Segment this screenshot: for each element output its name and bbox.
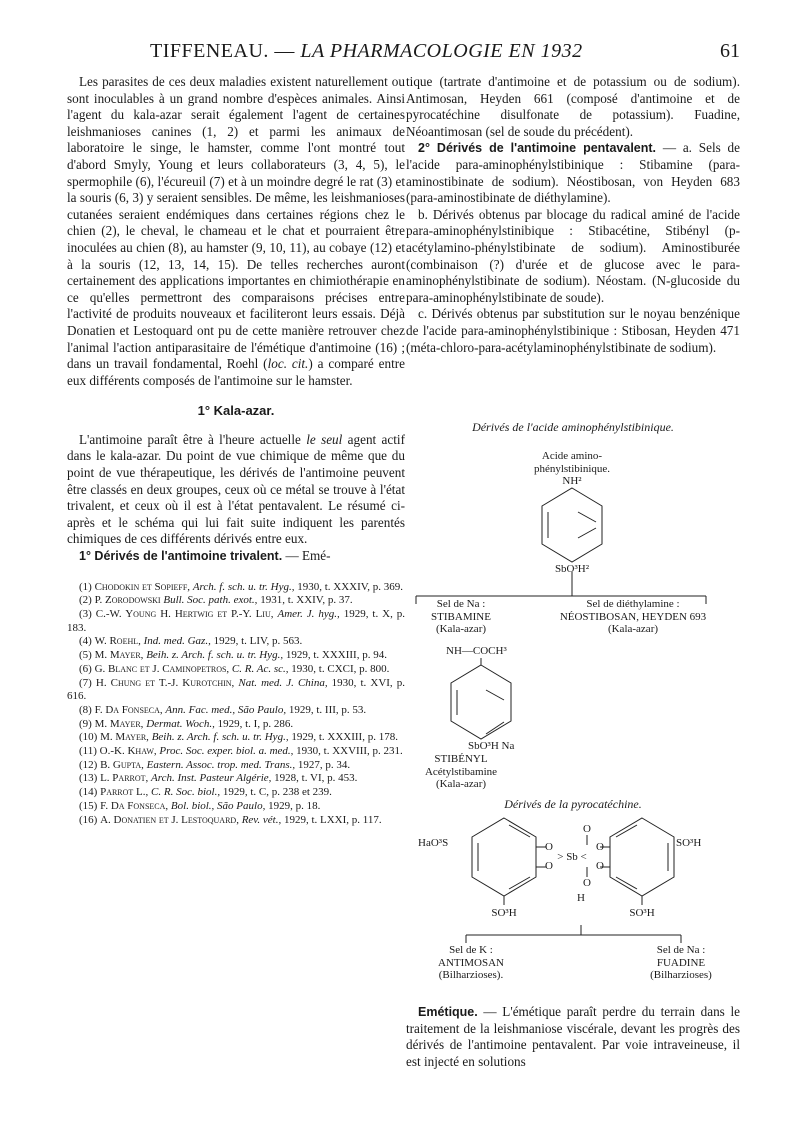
emetique-paragraph — [406, 1004, 740, 1070]
label-o: O — [583, 877, 591, 889]
label-sb: > Sb < — [557, 851, 587, 863]
paragraph: Les parasites de ces deux maladies existent naturellement ou sont inoculables à un grand nombre d'espèces animales. Ainsi l'agent du kala-azar serait également l'agent de certaines leishmanioses canines (1, 2) et parmi les animaux de laboratoire le singe, le hamster, comme l'ont montré tout d'abord Smyly, Young et leurs collaborateurs (3, 4, 5), le spermophile (6), l'écureuil (7) et à un moindre degré le rat (3) et la souris (6, 3) y seraient sensibles. De même, les leishmanioses cutanées seraient endémiques dans certaines régions chez le chien (2), le cheval, le chameau et le chat et pourraient être inoculées au chien (8), au hamster (9, 10, 11), au cobaye (12) et à la souris (12, 13, 14, 15). De telles recherches auront certainement des applications importantes en chimiothérapie en ce qu'elles permettront des comparaisons précises entre l'activité de produits nouveaux et faciliteront leurs essais. Déjà Donatien et Lestoquard ont pu de cette manière retrouver chez l'animal l'action antiparasitaire de l'émétique d'antimoine (16) ; dans un travail fondamental, Roehl (loc. cit.) a comparé entre eux différents composés de l'antimoine sur le hamster. — [67, 74, 406, 388]
paragraph: c. Dérivés obtenus par substitution sur le noyau benzénique de l'acide para-aminophénylstibinique : Stibosan, Heyden 471 (méta-chloro-para-acétylaminophénylstibinate de sodium). — [406, 306, 740, 355]
label-o: O — [583, 823, 591, 835]
label-sbo3hna: SbO³H Na — [468, 740, 515, 752]
footnote: (7) H. Chung et T.-J. Kurotchin, Nat. med. J. China, 1930, t. XVI, p. 616. — [67, 676, 406, 703]
footnote: (13) L. Parrot, Arch. Inst. Pasteur Algérie, 1928, t. VI, p. 453. — [79, 772, 358, 785]
footnote: (12) B. Gupta, Eastern. Assoc. trop. med. Trans., 1927, p. 34. — [79, 758, 351, 771]
footnote: (11) O.-K. Khaw, Proc. Soc. exper. biol. a. med., 1930, t. XXVIII, p. 231. — [79, 745, 403, 758]
label-stibenyl: STIBÉNYL Acétylstibamine (Kala-azar) — [424, 753, 498, 790]
footnote: (4) W. Roehl, Ind. med. Gaz., 1929, t. LIV, p. 563. — [79, 635, 303, 648]
label-h: H — [577, 892, 585, 904]
footnote: (15) F. Da Fonseca, Bol. biol., São Paulo, 1929, p. 18. — [79, 799, 321, 812]
label-o: O — [596, 841, 604, 853]
running-header — [150, 40, 740, 66]
page-number: 61 — [720, 40, 740, 62]
footnote: (1) Chodokin et Sopieff, Arch. f. sch. u. tr. Hyg., 1930, t. XXXIV, p. 369. — [79, 580, 404, 593]
diagram-caption: Dérivés de l'acide aminophénylstibinique. — [472, 420, 674, 434]
label-o: O — [545, 860, 553, 872]
paragraph: b. Dérivés obtenus par blocage du radical aminé de l'acide para-aminophénylstinibique : Stibacétine, Stibényl (p-acétylamino-phénylstibinate de sodium). Aminostiburée (combinaison (?) d'urée et de glucose avec le para-aminophénylstibinate de sodium). Néostam. (N-glucoside du para-aminophénylstibinate de soude). — [406, 206, 740, 305]
footnote: (14) Parrot L., C. R. Soc. biol., 1929, t. C, p. 238 et 239. — [79, 786, 332, 799]
footnotes — [67, 581, 405, 828]
label-nhcoch3: NH—COCH³ — [446, 645, 507, 657]
diagram-caption: Dérivés de la pyrocatéchine. — [504, 797, 642, 811]
footnote: (2) P. Zorodowski Bull. Soc. path. exot., 1931, t. XXIV, p. 37. — [79, 594, 353, 607]
label-so3h-bl: SO³H — [491, 907, 517, 919]
paragraph: Emétique. — L'émétique paraît perdre du terrain dans le traitement de la leishmaniose viscérale, devant les progrès des dérivés de l'antimoine pentavalent. Par voie intraveineuse, il est injecté en solutions — [406, 1004, 740, 1069]
left-column — [67, 74, 405, 827]
label-neostibosan: Sel de diéthylamine : NÉOSTIBOSAN, HEYDEN 693 (Kala-azar) — [559, 598, 707, 635]
label-so3h-right: SO³H — [676, 837, 702, 849]
footnote: (10) M. Mayer, Beih. z. Arch. f. sch. u. tr. Hyg., 1929, t. XXXIII, p. 178. — [79, 731, 398, 744]
label-o: O — [545, 841, 553, 853]
paragraph: tique (tartrate d'antimoine et de potassium ou de sodium). Antimosan, Heyden 661 (composé d'antimoine et de pyrocatéchine disulfonate de potassium). Fuadine, Néoantimosan (sel de soude du précédent). — [406, 74, 740, 139]
footnote: (8) F. Da Fonseca, Ann. Fac. med., São Paulo, 1929, t. III, p. 53. — [79, 703, 367, 716]
label-so3h-br: SO³H — [629, 907, 655, 919]
label-acid: Acide amino- phénylstibinique. NH² — [533, 450, 611, 487]
header-title: TIFFENEAU. — LA PHARMACOLOGIE EN 1932 — [150, 40, 583, 62]
label-stibamine: Sel de Na : STIBAMINE (Kala-azar) — [431, 598, 491, 635]
aminophenylstibinic-diagram — [406, 420, 740, 810]
footnote: (6) G. Blanc et J. Caminopetros, C. R. Ac. sc., 1930, t. CXCI, p. 800. — [79, 662, 390, 675]
label-antimosan: Sel de K : ANTIMOSAN (Bilharzioses). — [438, 944, 504, 981]
footnote: (16) A. Donatien et J. Lestoquard, Rev. vét., 1929, t. LXXI, p. 117. — [79, 813, 382, 826]
paragraph: L'antimoine paraît être à l'heure actuelle le seul agent actif dans le kala-azar. Du point de vue chimique de même que du point de vue thérapeutique, les dérivés de l'antimoine peuvent être classés en deux groupes, ceux où ce métal se trouve à l'état trivalent, et ceux où il est à l'état pentavalent. Le résumé ci-après et le schéma qui lui fait suite indiquent les parentés chimiques de ces différents dérivés entre eux. — [67, 431, 405, 547]
section-heading: 1° Kala-azar. — [197, 403, 275, 419]
label-sbo3h2: SbO³H² — [554, 563, 590, 575]
footnote: (9) M. Mayer, Dermat. Woch., 1929, t. I, p. 286. — [79, 717, 294, 730]
label-o: O — [596, 860, 604, 872]
paragraph: 1° Dérivés de l'antimoine trivalent. — Emé- — [79, 548, 331, 564]
label-fuadine: Sel de Na : FUADINE (Bilharzioses) — [650, 944, 712, 981]
footnote: (5) M. Mayer, Beih. z. Arch. f. sch. u. tr. Hyg., 1929, t. XXXIII, p. 94. — [79, 649, 387, 662]
footnote: (3) C.-W. Young H. Hertwig et P.-Y. Liu, Amer. J. hyg., 1929, t. X, p. 183. — [67, 608, 406, 634]
label-hao3s: HaO³S — [418, 837, 449, 849]
paragraph: 2° Dérivés de l'antimoine pentavalent. — a. Sels de l'acide para-aminophénylstibinique : Stibamine (para-aminostibinate de sodium). Néostibosan, von Heyden 683 (para-aminostibinate de diéthylamine). — [406, 140, 740, 206]
right-column — [406, 74, 740, 356]
